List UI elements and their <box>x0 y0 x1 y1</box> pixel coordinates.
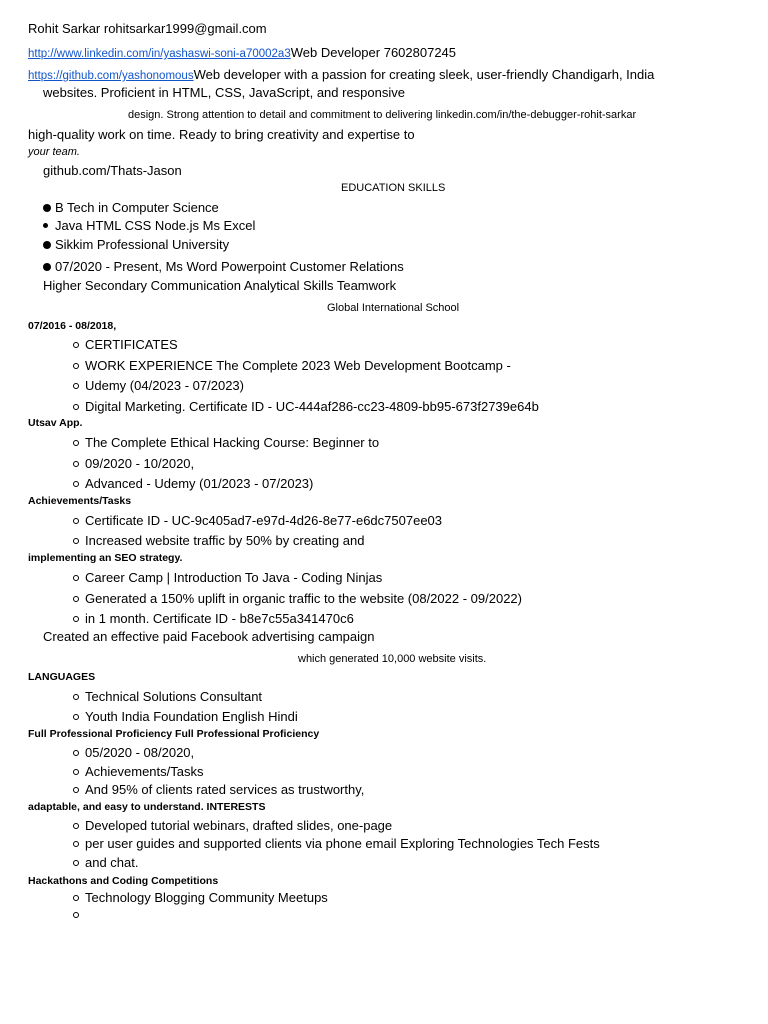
summary-line-3: design. Strong attention to detail and commitment to delivering linkedin.com/in/the-debugger-rohit-sarkar <box>128 109 637 121</box>
list-item: Certificate ID - UC-9c405ad7-e97d-4d26-8e77-e6dc7507ee03 <box>85 513 443 528</box>
list-item: Achievements/Tasks <box>85 764 204 779</box>
list-item: Technical Solutions Consultant <box>85 689 263 704</box>
education-heading: EDUCATION SKILLS <box>341 182 446 194</box>
circle-bullet-icon <box>73 750 79 756</box>
bullet-icon <box>43 204 51 212</box>
edu-bullet-4: 07/2020 - Present, Ms Word Powerpoint Customer Relations <box>43 260 404 273</box>
list-item: WORK EXPERIENCE The Complete 2023 Web Development Bootcamp - <box>85 358 511 373</box>
edu-bullet-3: Sikkim Professional University <box>43 238 229 251</box>
interests-line: adaptable, and easy to understand. INTERESTS <box>28 801 266 813</box>
facebook-line: Created an effective paid Facebook advertising campaign <box>43 629 375 644</box>
circle-bullet-icon <box>73 860 79 866</box>
bullet-icon <box>43 263 51 271</box>
list-item: And 95% of clients rated services as trustworthy, <box>85 782 365 797</box>
summary-line-4: high-quality work on time. Ready to bring creativity and expertise to <box>28 127 415 142</box>
list-item: Technology Blogging Community Meetups <box>85 890 328 905</box>
circle-bullet-icon <box>73 538 79 544</box>
list-item: Generated a 150% uplift in organic traffic to the website (08/2022 - 09/2022) <box>85 591 522 606</box>
list-item: Youth India Foundation English Hindi <box>85 709 298 724</box>
list-item: Developed tutorial webinars, drafted slides, one-page <box>85 818 393 833</box>
circle-bullet-icon <box>73 383 79 389</box>
circle-bullet-icon <box>73 616 79 622</box>
list-item: and chat. <box>85 855 139 870</box>
bullet-icon <box>43 223 48 228</box>
circle-bullet-icon <box>73 575 79 581</box>
bullet-icon <box>43 241 51 249</box>
circle-bullet-icon <box>73 363 79 369</box>
edu-dates: 07/2016 - 08/2018, <box>28 320 117 332</box>
circle-bullet-icon <box>73 481 79 487</box>
list-item: Career Camp | Introduction To Java - Coding Ninjas <box>85 570 383 585</box>
circle-bullet-icon <box>73 596 79 602</box>
circle-bullet-icon <box>73 823 79 829</box>
summary-line-1: Web developer with a passion for creating sleek, user-friendly Chandigarh, India <box>193 67 655 82</box>
circle-bullet-icon <box>73 342 79 348</box>
edu-bullet-2: Java HTML CSS Node.js Ms Excel <box>43 219 255 232</box>
github-alt: github.com/Thats-Jason <box>43 163 182 178</box>
circle-bullet-icon <box>73 440 79 446</box>
list-item: CERTIFICATES <box>85 337 178 352</box>
proficiency-line: Full Professional Proficiency Full Professional Proficiency <box>28 728 320 740</box>
circle-bullet-icon <box>73 694 79 700</box>
linkedin-line <box>28 45 456 61</box>
circle-bullet-icon <box>73 787 79 793</box>
linkedin-link[interactable]: http://www.linkedin.com/in/yashaswi-soni-a70002a3 <box>28 48 291 60</box>
list-item: Udemy (04/2023 - 07/2023) <box>85 378 244 393</box>
list-item: 09/2020 - 10/2020, <box>85 456 195 471</box>
circle-bullet-icon <box>73 461 79 467</box>
utsav-label: Utsav App. <box>28 417 83 429</box>
languages-heading: LANGUAGES <box>28 671 96 683</box>
list-item: 05/2020 - 08/2020, <box>85 745 195 760</box>
seo-line: implementing an SEO strategy. <box>28 552 183 564</box>
circle-bullet-icon <box>73 714 79 720</box>
circle-bullet-icon <box>73 895 79 901</box>
circle-bullet-icon <box>73 404 79 410</box>
summary-line-2: websites. Proficient in HTML, CSS, JavaScript, and responsive <box>43 85 405 100</box>
github-link[interactable]: https://github.com/yashonomous <box>28 70 194 82</box>
list-item: per user guides and supported clients via phone email Exploring Technologies Tech Fests <box>85 836 600 851</box>
list-item: Increased website traffic by 50% by creating and <box>85 533 365 548</box>
circle-bullet-icon <box>73 841 79 847</box>
edu-line-5: Higher Secondary Communication Analytical Skills Teamwork <box>43 278 397 293</box>
github-line <box>28 67 654 83</box>
circle-bullet-icon <box>73 769 79 775</box>
edu-bullet-1: B Tech in Computer Science <box>43 201 219 214</box>
school-name: Global International School <box>327 302 460 314</box>
circle-bullet-icon <box>73 912 79 918</box>
list-item: The Complete Ethical Hacking Course: Beginner to <box>85 435 380 450</box>
hackathons-line: Hackathons and Coding Competitions <box>28 875 219 887</box>
achievements-heading: Achievements/Tasks <box>28 495 132 507</box>
visits-line: which generated 10,000 website visits. <box>298 653 487 665</box>
summary-line-5: your team. <box>28 146 80 158</box>
name-email: Rohit Sarkar rohitsarkar1999@gmail.com <box>28 21 267 36</box>
list-item: in 1 month. Certificate ID - b8e7c55a341470c6 <box>85 611 354 626</box>
role-phone: Web Developer 7602807245 <box>290 45 457 60</box>
list-item: Advanced - Udemy (01/2023 - 07/2023) <box>85 476 314 491</box>
list-item: Digital Marketing. Certificate ID - UC-444af286-cc23-4809-bb95-673f2739e64b <box>85 399 539 414</box>
circle-bullet-icon <box>73 518 79 524</box>
